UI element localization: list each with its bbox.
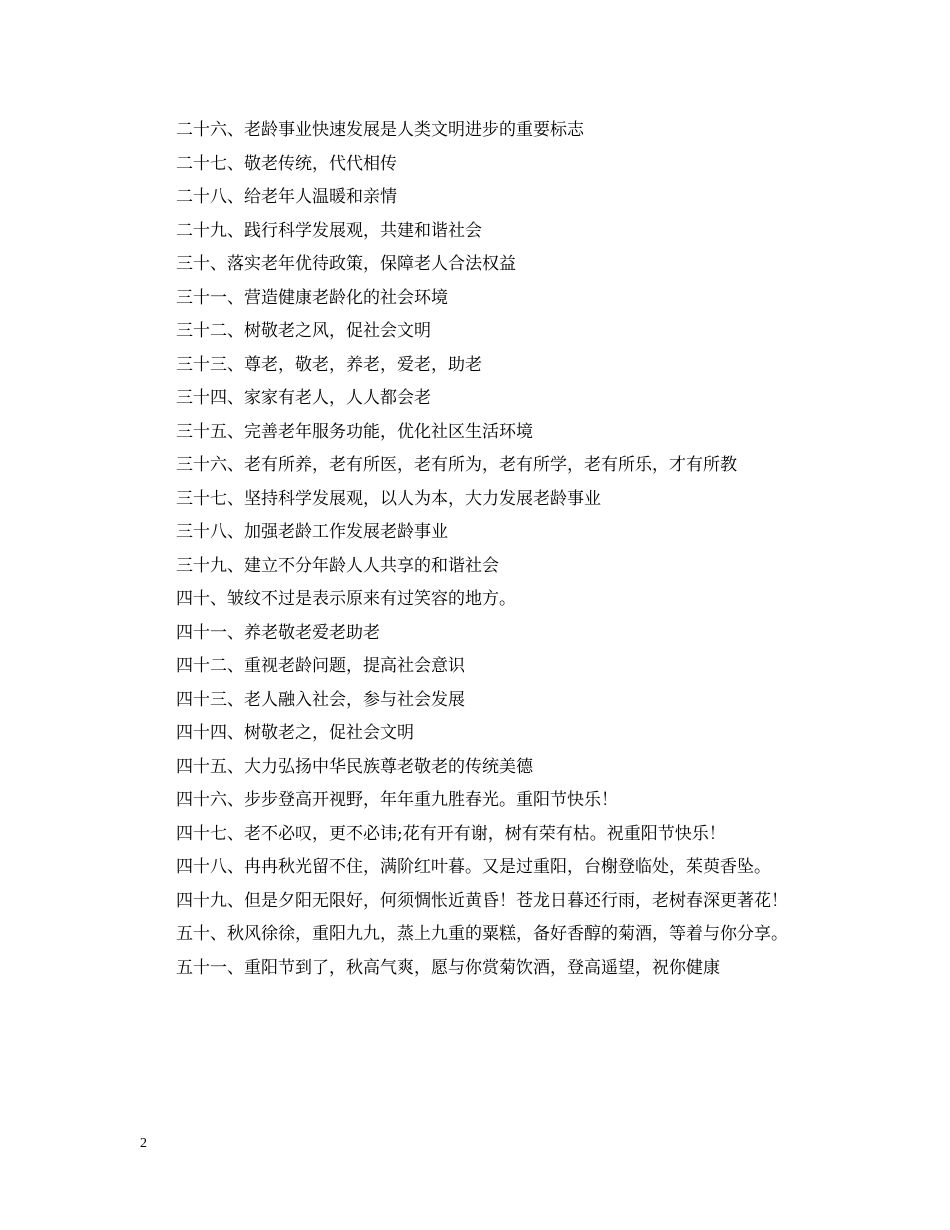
slogan-line-30: 三十、落实老年优待政策，保障老人合法权益 (176, 254, 516, 274)
slogan-line-31: 三十一、营造健康老龄化的社会环境 (176, 287, 448, 308)
slogan-line-41: 四十一、养老敬老爱老助老 (176, 622, 380, 643)
slogan-line-48: 四十八、冉冉秋光留不住，满阶红叶暮。又是过重阳，台榭登临处，茱萸香坠。 (176, 857, 771, 877)
slogan-line-32: 三十二、树敬老之风，促社会文明 (176, 321, 431, 341)
slogan-line-36: 三十六、老有所养，老有所医，老有所为，老有所学，老有所乐，才有所教 (176, 455, 737, 475)
slogan-line-37: 三十七、坚持科学发展观，以人为本，大力发展老龄事业 (176, 488, 601, 509)
slogan-paragraph-49: 四十九、但是夕阳无限好，何须惆怅近黄昏！苍龙日暮还行雨，老树春深更著花！ (176, 890, 788, 911)
slogan-paragraph-51: 五十一、重阳节到了，秋高气爽，愿与你赏菊饮酒，登高遥望，祝你健康 (176, 957, 720, 978)
slogan-paragraph-50: 五十、秋风徐徐，重阳九九，蒸上九重的粟糕，备好香醇的菊酒，等着与你分享。 (176, 924, 788, 944)
slogan-line-38: 三十八、加强老龄工作发展老龄事业 (176, 522, 448, 542)
slogan-line-34: 三十四、家家有老人，人人都会老 (176, 388, 431, 408)
slogan-line-43: 四十三、老人融入社会，参与社会发展 (176, 689, 465, 710)
slogan-line-40: 四十、皱纹不过是表示原来有过笑容的地方。 (176, 589, 516, 609)
slogan-line-33: 三十三、尊老，敬老，养老，爱老，助老 (176, 354, 482, 375)
slogan-line-35: 三十五、完善老年服务功能，优化社区生活环境 (176, 421, 533, 442)
slogan-line-46: 四十六、步步登高开视野，年年重九胜春光。重阳节快乐！ (176, 790, 618, 810)
page-number: 2 (140, 1136, 147, 1151)
slogan-line-29: 二十九、践行科学发展观，共建和谐社会 (176, 220, 482, 241)
slogan-line-42: 四十二、重视老龄问题，提高社会意识 (176, 656, 465, 676)
slogan-line-45: 四十五、大力弘扬中华民族尊老敬老的传统美德 (176, 756, 533, 777)
slogan-line-27: 二十七、敬老传统，代代相传 (176, 153, 397, 174)
slogan-line-47: 四十七、老不必叹，更不必讳;花有开有谢，树有荣有枯。祝重阳节快乐！ (176, 823, 726, 844)
slogan-line-39: 三十九、建立不分年龄人人共享的和谐社会 (176, 555, 499, 576)
document-body (140, 114, 812, 985)
slogan-line-26: 二十六、老龄事业快速发展是人类文明进步的重要标志 (176, 120, 584, 140)
slogan-line-44: 四十四、树敬老之，促社会文明 (176, 723, 414, 743)
slogan-line-28: 二十八、给老年人温暖和亲情 (176, 187, 397, 207)
